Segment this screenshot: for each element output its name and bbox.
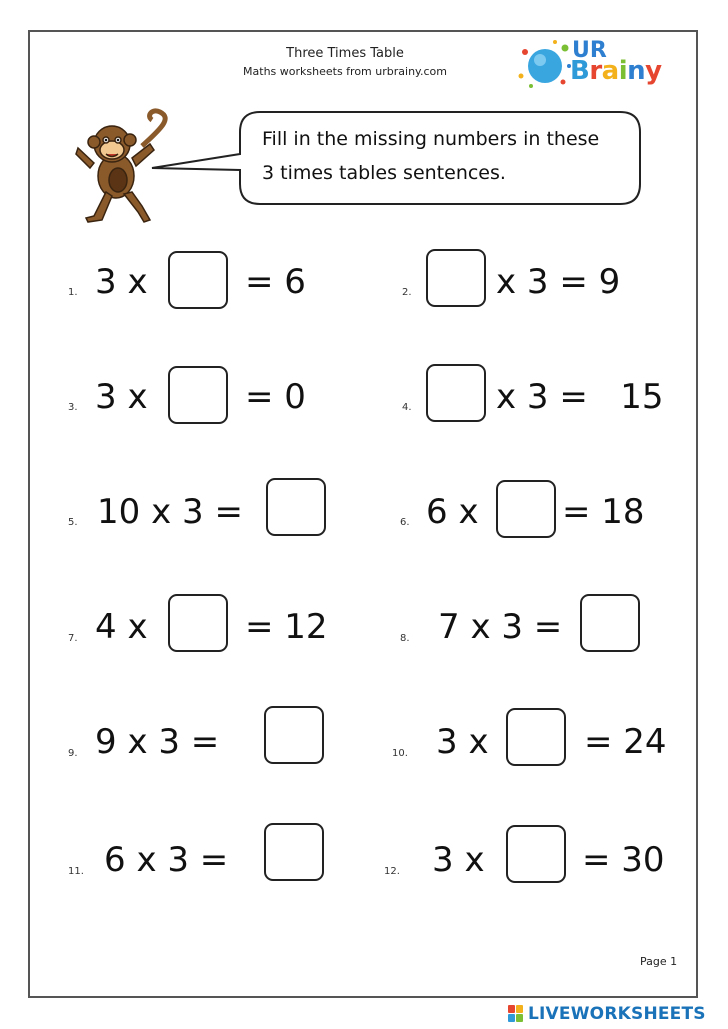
equation-right: = 12 bbox=[245, 607, 328, 647]
equation-right: = 6 bbox=[245, 262, 306, 302]
instruction-line-2: 3 times tables sentences. bbox=[262, 162, 506, 184]
question-number: 8. bbox=[400, 633, 410, 644]
answer-box-10[interactable] bbox=[506, 708, 566, 766]
equation-left: 6 x bbox=[426, 492, 479, 532]
page-number: Page 1 bbox=[640, 955, 678, 968]
answer-box-4[interactable] bbox=[426, 364, 486, 422]
answer-box-2[interactable] bbox=[426, 249, 486, 307]
equation-left: 4 x bbox=[95, 607, 148, 647]
liveworksheets-brand bbox=[508, 1002, 706, 1026]
equation-left: 3 x bbox=[95, 262, 148, 302]
equation-left: 9 x 3 = bbox=[95, 722, 220, 762]
equation-right: x 3 = 9 bbox=[496, 262, 621, 302]
instruction-text bbox=[262, 122, 632, 190]
logo-brainy-text bbox=[570, 56, 662, 86]
liveworksheets-logo-icon bbox=[508, 1005, 524, 1023]
question-number: 4. bbox=[402, 402, 412, 413]
equation-right: = 18 bbox=[562, 492, 645, 532]
logo-letter: y bbox=[645, 56, 662, 86]
answer-box-1[interactable] bbox=[168, 251, 228, 309]
worksheet-title: Three Times Table bbox=[286, 46, 404, 61]
logo-letter: a bbox=[601, 56, 619, 86]
logo-ur-text: UR bbox=[572, 38, 607, 63]
liveworksheets-text: LIVEWORKSHEETS bbox=[528, 1004, 706, 1024]
question-number: 11. bbox=[68, 866, 84, 877]
equation-left: 3 x bbox=[436, 722, 489, 762]
question-number: 5. bbox=[68, 517, 78, 528]
question-number: 3. bbox=[68, 402, 78, 413]
equation-left: 3 x bbox=[95, 377, 148, 417]
worksheet-subtitle: Maths worksheets from urbrainy.com bbox=[243, 65, 447, 78]
answer-box-11[interactable] bbox=[264, 823, 324, 881]
equation-right: = 24 bbox=[584, 722, 667, 762]
equation-left: 10 x 3 = bbox=[97, 492, 243, 532]
equation-right: x 3 = 15 bbox=[496, 377, 664, 417]
question-number: 2. bbox=[402, 287, 412, 298]
question-number: 9. bbox=[68, 748, 78, 759]
answer-box-7[interactable] bbox=[168, 594, 228, 652]
answer-box-8[interactable] bbox=[580, 594, 640, 652]
logo-letter: i bbox=[618, 56, 628, 86]
answer-box-12[interactable] bbox=[506, 825, 566, 883]
equation-left: 7 x 3 = bbox=[438, 607, 563, 647]
answer-box-5[interactable] bbox=[266, 478, 326, 536]
equation-right: = 30 bbox=[582, 840, 665, 880]
question-number: 6. bbox=[400, 517, 410, 528]
answer-box-6[interactable] bbox=[496, 480, 556, 538]
equation-left: 6 x 3 = bbox=[104, 840, 229, 880]
logo-letter: r bbox=[589, 56, 602, 86]
question-number: 7. bbox=[68, 633, 78, 644]
question-number: 12. bbox=[384, 866, 400, 877]
equation-right: = 0 bbox=[245, 377, 306, 417]
instruction-line-1: Fill in the missing numbers in these bbox=[262, 128, 600, 150]
question-number: 1. bbox=[68, 287, 78, 298]
question-number: 10. bbox=[392, 748, 408, 759]
answer-box-3[interactable] bbox=[168, 366, 228, 424]
answer-box-9[interactable] bbox=[264, 706, 324, 764]
logo-letter: B bbox=[570, 56, 590, 86]
equation-left: 3 x bbox=[432, 840, 485, 880]
logo-letter: n bbox=[627, 56, 646, 86]
